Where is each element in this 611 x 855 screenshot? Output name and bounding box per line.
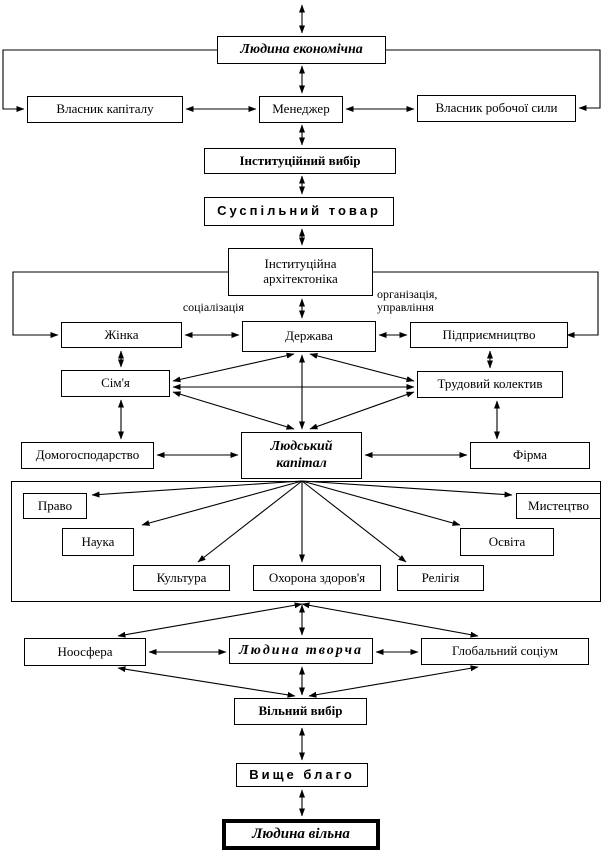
node-osvita: Освіта [460, 528, 554, 556]
node-mystetstvo: Мистецтво [516, 493, 601, 519]
node-simia: Сім'я [61, 370, 170, 397]
node-domohospodarstvo: Домогосподарство [21, 442, 154, 469]
node-vlasnyk-kapitalu: Власник капіталу [27, 96, 183, 123]
node-liudyna-tvorcha: Людина творча [229, 638, 373, 664]
node-pravo: Право [23, 493, 87, 519]
node-suspilnyi-tovar: Суспільний товар [204, 197, 394, 226]
node-okhorona-zdorovia: Охорона здоров'я [253, 565, 381, 591]
node-relihiia: Релігія [397, 565, 484, 591]
node-liudyna-ekonomichna: Людина економічна [217, 36, 386, 64]
node-vyshche-blaho: Вище благо [236, 763, 368, 787]
node-vlasnyk-robochoi-syly: Власник робочої сили [417, 95, 576, 122]
node-instytutsiinyi-vybir: Інституційний вибір [204, 148, 396, 174]
node-firma: Фірма [470, 442, 590, 469]
node-vilnyi-vybir: Вільний вибір [234, 698, 367, 725]
node-zhinka: Жінка [61, 322, 182, 348]
node-nauka: Наука [62, 528, 134, 556]
node-liudyna-vilna: Людина вільна [222, 819, 380, 850]
edge-label-sotsializatsiia: соціалізація [168, 301, 244, 314]
node-menedzher: Менеджер [259, 96, 343, 123]
node-pidpryiemnytstvo: Підприємництво [410, 322, 568, 348]
node-kultura: Культура [133, 565, 230, 591]
edge-label-orhanizatsiia-upravlinnia: організація, управління [377, 288, 449, 314]
node-trudovyi-kolektyv: Трудовий колектив [417, 371, 563, 398]
node-noosfera: Ноосфера [24, 638, 146, 666]
node-derzhava: Держава [242, 321, 376, 352]
node-hlobalnyi-sotsium: Глобальний соціум [421, 638, 589, 665]
node-liudskyi-kapital: Людський капітал [241, 432, 362, 479]
node-instytutsiina-arkhitektonika: Інституційна архітектоніка [228, 248, 373, 296]
